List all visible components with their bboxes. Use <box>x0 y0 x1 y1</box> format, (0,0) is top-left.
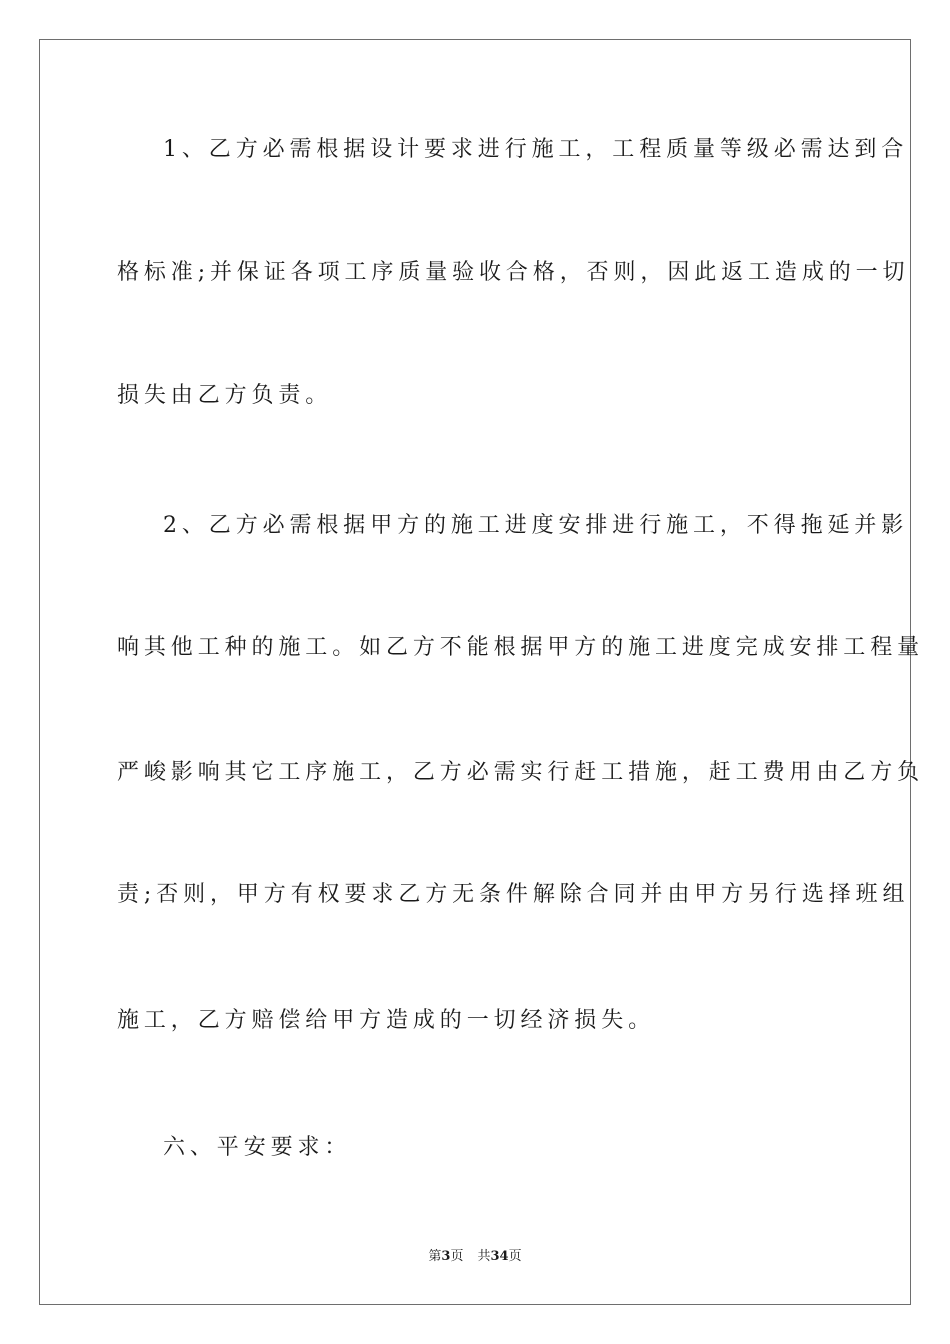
clause-2-line-4: 责;否则，甲方有权要求乙方无条件解除合同并由甲方另行选择班组 <box>117 882 910 907</box>
clause-2-line-3: 严峻影响其它工序施工，乙方必需实行赶工措施，赶工费用由乙方负 <box>117 760 925 785</box>
section-heading-safety: 六、平安要求： <box>163 1135 352 1160</box>
total-label-prefix: 共 <box>477 1249 491 1264</box>
clause-2-line-1: 2、乙方必需根据甲方的施工进度安排进行施工，不得拖延并影 <box>163 513 909 538</box>
page-border <box>39 39 925 1305</box>
clause-1-line-2: 格标准;并保证各项工序质量验收合格，否则，因此返工造成的一切 <box>117 260 910 285</box>
clause-2-line-5: 施工，乙方赔偿给甲方造成的一切经济损失。 <box>117 1008 656 1033</box>
page-label-prefix: 第 <box>428 1249 442 1264</box>
total-label-unit: 页 <box>508 1249 522 1264</box>
total-page-count: 34 <box>490 1249 509 1264</box>
clause-1-line-1: 1、乙方必需根据设计要求进行施工，工程质量等级必需达到合 <box>163 137 909 162</box>
clause-1-line-3: 损失由乙方负责。 <box>117 383 333 408</box>
page-label-unit: 页 <box>450 1249 464 1264</box>
clause-2-line-2: 响其他工种的施工。如乙方不能根据甲方的施工进度完成安排工程量 <box>117 635 925 660</box>
current-page-number: 3 <box>441 1249 451 1264</box>
page-footer <box>0 1248 950 1266</box>
